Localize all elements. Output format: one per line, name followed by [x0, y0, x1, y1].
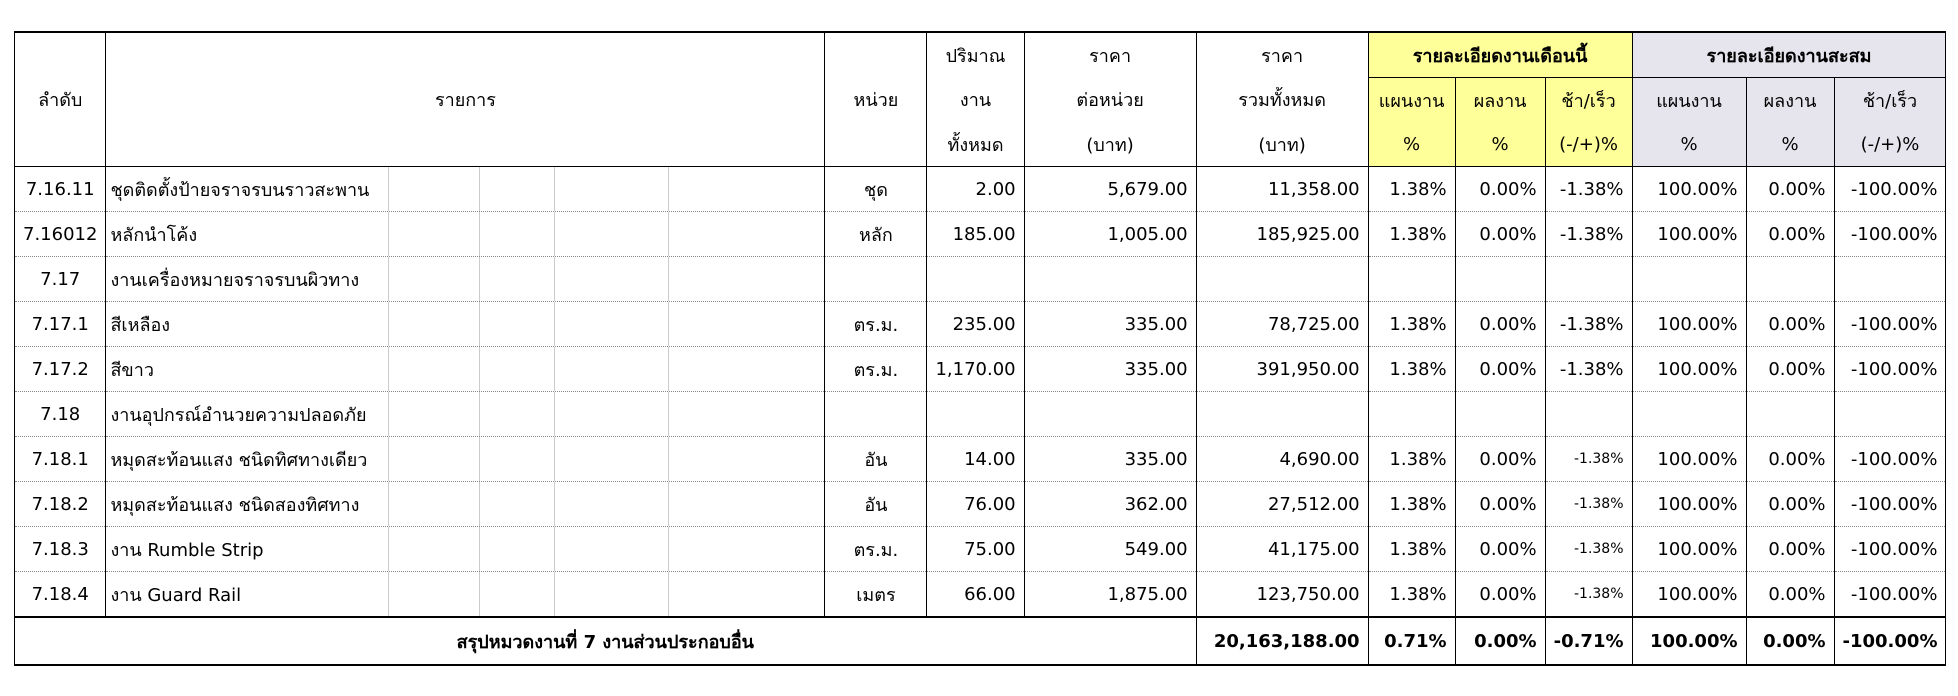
row-unit: เมตร [825, 572, 927, 618]
cell-gridline [554, 392, 555, 436]
header-total-price-line3: (บาท) [1196, 122, 1368, 167]
row-cum-diff: -100.00% [1834, 572, 1946, 618]
row-cum-plan: 100.00% [1632, 437, 1746, 482]
table-row [15, 347, 1946, 392]
row-total-price: 391,950.00 [1196, 347, 1368, 392]
row-unit: อัน [825, 437, 927, 482]
cell-gridline [554, 482, 555, 526]
row-total-price: 11,358.00 [1196, 167, 1368, 212]
row-month-plan: 1.38% [1368, 347, 1455, 392]
header-cum-result-unit: % [1746, 122, 1834, 167]
row-month-plan [1368, 392, 1455, 437]
cell-gridline [479, 257, 480, 301]
row-month-plan: 1.38% [1368, 167, 1455, 212]
row-cum-plan: 100.00% [1632, 302, 1746, 347]
header-month-result: ผลงาน [1455, 78, 1545, 123]
header-unit: หน่วย [825, 32, 927, 167]
row-unit: อัน [825, 482, 927, 527]
cell-gridline [668, 392, 669, 436]
row-seq: 7.18.4 [15, 572, 106, 618]
row-quantity: 66.00 [927, 572, 1024, 618]
row-cum-diff [1834, 392, 1946, 437]
table-row [15, 572, 1946, 618]
cell-gridline [668, 302, 669, 346]
row-total-price: 4,690.00 [1196, 437, 1368, 482]
row-cum-diff [1834, 257, 1946, 302]
row-unit: หลัก [825, 212, 927, 257]
row-seq: 7.17.2 [15, 347, 106, 392]
row-unit-price: 335.00 [1024, 347, 1196, 392]
row-month-result: 0.00% [1455, 572, 1545, 618]
row-description [106, 212, 825, 257]
row-quantity: 75.00 [927, 527, 1024, 572]
cell-gridline [554, 572, 555, 616]
header-cum-result: ผลงาน [1746, 78, 1834, 123]
cell-gridline [668, 527, 669, 571]
row-month-plan: 1.38% [1368, 302, 1455, 347]
row-quantity [927, 257, 1024, 302]
row-description [106, 257, 825, 302]
row-cum-plan: 100.00% [1632, 167, 1746, 212]
row-cum-result: 0.00% [1746, 212, 1834, 257]
cell-gridline [668, 437, 669, 481]
row-cum-result [1746, 257, 1834, 302]
row-cum-plan: 100.00% [1632, 527, 1746, 572]
cell-gridline [479, 167, 480, 211]
row-description [106, 482, 825, 527]
cell-gridline [668, 167, 669, 211]
summary-total: 20,163,188.00 [1196, 617, 1368, 665]
row-month-diff: -1.38% [1545, 167, 1632, 212]
row-month-diff: -1.38% [1545, 347, 1632, 392]
row-unit: ตร.ม. [825, 302, 927, 347]
header-this-month: รายละเอียดงานเดือนนี้ [1368, 32, 1632, 78]
row-month-result: 0.00% [1455, 212, 1545, 257]
table-row [15, 392, 1946, 437]
cell-gridline [388, 167, 389, 211]
header-cumulative: รายละเอียดงานสะสม [1632, 32, 1946, 78]
row-cum-result: 0.00% [1746, 302, 1834, 347]
cell-gridline [388, 347, 389, 391]
cell-gridline [388, 527, 389, 571]
row-month-diff: -1.38% [1545, 572, 1632, 618]
table-row [15, 482, 1946, 527]
cell-gridline [668, 257, 669, 301]
row-unit-price [1024, 392, 1196, 437]
header-unit-price-line1: ราคา [1024, 32, 1196, 78]
summary-cum-result: 0.00% [1746, 617, 1834, 665]
header-seq: ลำดับ [15, 32, 106, 167]
row-description [106, 347, 825, 392]
table-row [15, 212, 1946, 257]
row-cum-diff: -100.00% [1834, 167, 1946, 212]
row-cum-diff: -100.00% [1834, 302, 1946, 347]
row-total-price: 78,725.00 [1196, 302, 1368, 347]
summary-cum-diff: -100.00% [1834, 617, 1946, 665]
row-unit-price: 5,679.00 [1024, 167, 1196, 212]
header-qty-line1: ปริมาณ [927, 32, 1024, 78]
row-description-text: สีเหลือง [110, 314, 171, 336]
cell-gridline [388, 572, 389, 616]
row-total-price [1196, 257, 1368, 302]
row-seq: 7.18.1 [15, 437, 106, 482]
header-cum-diff-unit: (-/+)% [1834, 122, 1946, 167]
row-cum-plan: 100.00% [1632, 572, 1746, 618]
row-total-price [1196, 392, 1368, 437]
row-quantity: 1,170.00 [927, 347, 1024, 392]
row-total-price: 185,925.00 [1196, 212, 1368, 257]
row-seq: 7.18.3 [15, 527, 106, 572]
header-unit-price-line3: (บาท) [1024, 122, 1196, 167]
cell-gridline [388, 257, 389, 301]
work-progress-table [14, 31, 1946, 666]
cell-gridline [479, 302, 480, 346]
cell-gridline [668, 347, 669, 391]
table-row [15, 527, 1946, 572]
row-total-price: 123,750.00 [1196, 572, 1368, 618]
row-month-plan: 1.38% [1368, 482, 1455, 527]
cell-gridline [554, 347, 555, 391]
cell-gridline [479, 437, 480, 481]
cell-gridline [554, 167, 555, 211]
header-unit-price-line2: ต่อหน่วย [1024, 78, 1196, 123]
header-cum-diff: ช้า/เร็ว [1834, 78, 1946, 123]
header-qty-line3: ทั้งหมด [927, 122, 1024, 167]
row-description [106, 527, 825, 572]
row-description-text: งาน Guard Rail [110, 584, 242, 606]
row-quantity: 2.00 [927, 167, 1024, 212]
cell-gridline [479, 392, 480, 436]
row-cum-diff: -100.00% [1834, 347, 1946, 392]
row-description-text: งานเครื่องหมายจราจรบนผิวทาง [110, 269, 360, 291]
summary-month-plan: 0.71% [1368, 617, 1455, 665]
row-unit-price: 335.00 [1024, 437, 1196, 482]
row-month-plan [1368, 257, 1455, 302]
row-unit-price [1024, 257, 1196, 302]
row-month-result: 0.00% [1455, 347, 1545, 392]
header-month-result-unit: % [1455, 122, 1545, 167]
summary-cum-plan: 100.00% [1632, 617, 1746, 665]
row-month-plan: 1.38% [1368, 437, 1455, 482]
cell-gridline [668, 572, 669, 616]
row-total-price: 41,175.00 [1196, 527, 1368, 572]
row-unit: ตร.ม. [825, 347, 927, 392]
row-cum-plan: 100.00% [1632, 482, 1746, 527]
header-cum-plan-unit: % [1632, 122, 1746, 167]
cell-gridline [388, 212, 389, 256]
row-description [106, 167, 825, 212]
row-description [106, 392, 825, 437]
row-cum-result: 0.00% [1746, 347, 1834, 392]
row-month-result: 0.00% [1455, 167, 1545, 212]
header-month-diff: ช้า/เร็ว [1545, 78, 1632, 123]
row-unit-price: 549.00 [1024, 527, 1196, 572]
cell-gridline [554, 212, 555, 256]
row-cum-diff: -100.00% [1834, 212, 1946, 257]
row-month-diff: -1.38% [1545, 437, 1632, 482]
row-seq: 7.17 [15, 257, 106, 302]
row-month-result: 0.00% [1455, 302, 1545, 347]
row-quantity: 235.00 [927, 302, 1024, 347]
cell-gridline [388, 392, 389, 436]
header-month-plan-unit: % [1368, 122, 1455, 167]
row-quantity: 185.00 [927, 212, 1024, 257]
row-cum-diff: -100.00% [1834, 482, 1946, 527]
row-month-diff [1545, 257, 1632, 302]
row-description-text: ชุดติดตั้งป้ายจราจรบนราวสะพาน [110, 179, 370, 201]
row-month-result: 0.00% [1455, 527, 1545, 572]
row-month-plan: 1.38% [1368, 212, 1455, 257]
row-month-diff: -1.38% [1545, 212, 1632, 257]
row-unit-price: 1,005.00 [1024, 212, 1196, 257]
row-month-result [1455, 257, 1545, 302]
row-unit-price: 362.00 [1024, 482, 1196, 527]
row-cum-result: 0.00% [1746, 167, 1834, 212]
cell-gridline [668, 482, 669, 526]
row-description-text: หลักนำโค้ง [110, 224, 198, 246]
row-description-text: สีขาว [110, 359, 154, 381]
header-qty-line2: งาน [927, 78, 1024, 123]
table-row [15, 257, 1946, 302]
row-quantity: 76.00 [927, 482, 1024, 527]
cell-gridline [554, 527, 555, 571]
table-row [15, 167, 1946, 212]
summary-month-diff: -0.71% [1545, 617, 1632, 665]
row-cum-result: 0.00% [1746, 482, 1834, 527]
row-month-diff: -1.38% [1545, 302, 1632, 347]
row-cum-plan [1632, 392, 1746, 437]
table-row [15, 302, 1946, 347]
row-unit-price: 1,875.00 [1024, 572, 1196, 618]
row-month-result [1455, 392, 1545, 437]
row-quantity: 14.00 [927, 437, 1024, 482]
row-month-diff: -1.38% [1545, 527, 1632, 572]
row-month-result: 0.00% [1455, 482, 1545, 527]
cell-gridline [388, 482, 389, 526]
row-seq: 7.18.2 [15, 482, 106, 527]
row-description-text: งานอุปกรณ์อำนวยความปลอดภัย [110, 404, 367, 426]
row-description [106, 572, 825, 618]
header-month-diff-unit: (-/+)% [1545, 122, 1632, 167]
cell-gridline [479, 527, 480, 571]
cell-gridline [479, 347, 480, 391]
header-total-price-line1: ราคา [1196, 32, 1368, 78]
cell-gridline [554, 257, 555, 301]
row-cum-diff: -100.00% [1834, 527, 1946, 572]
row-month-plan: 1.38% [1368, 572, 1455, 618]
row-description [106, 302, 825, 347]
row-month-plan: 1.38% [1368, 527, 1455, 572]
row-cum-plan [1632, 257, 1746, 302]
row-description-text: หมุดสะท้อนแสง ชนิดทิศทางเดียว [110, 449, 368, 471]
row-seq: 7.16012 [15, 212, 106, 257]
row-unit: ชุด [825, 167, 927, 212]
header-item: รายการ [106, 32, 825, 167]
row-quantity [927, 392, 1024, 437]
cell-gridline [388, 302, 389, 346]
row-unit: ตร.ม. [825, 527, 927, 572]
row-total-price: 27,512.00 [1196, 482, 1368, 527]
row-description-text: งาน Rumble Strip [110, 539, 264, 561]
row-cum-plan: 100.00% [1632, 347, 1746, 392]
row-unit-price: 335.00 [1024, 302, 1196, 347]
row-description-text: หมุดสะท้อนแสง ชนิดสองทิศทาง [110, 494, 360, 516]
row-unit [825, 392, 927, 437]
row-seq: 7.16.11 [15, 167, 106, 212]
row-month-diff: -1.38% [1545, 482, 1632, 527]
table-row [15, 437, 1946, 482]
row-cum-diff: -100.00% [1834, 437, 1946, 482]
header-cum-plan: แผนงาน [1632, 78, 1746, 123]
row-cum-plan: 100.00% [1632, 212, 1746, 257]
row-unit [825, 257, 927, 302]
cell-gridline [668, 212, 669, 256]
row-cum-result: 0.00% [1746, 437, 1834, 482]
summary-month-result: 0.00% [1455, 617, 1545, 665]
row-cum-result: 0.00% [1746, 572, 1834, 618]
cell-gridline [554, 302, 555, 346]
cell-gridline [479, 572, 480, 616]
cell-gridline [479, 212, 480, 256]
row-seq: 7.17.1 [15, 302, 106, 347]
cell-gridline [388, 437, 389, 481]
cell-gridline [554, 437, 555, 481]
header-month-plan: แผนงาน [1368, 78, 1455, 123]
row-cum-result [1746, 392, 1834, 437]
cell-gridline [479, 482, 480, 526]
header-total-price-line2: รวมทั้งหมด [1196, 78, 1368, 123]
row-month-result: 0.00% [1455, 437, 1545, 482]
row-month-diff [1545, 392, 1632, 437]
row-description [106, 437, 825, 482]
row-seq: 7.18 [15, 392, 106, 437]
summary-label: สรุปหมวดงานที่ 7 งานส่วนประกอบอื่น [15, 617, 1197, 665]
row-cum-result: 0.00% [1746, 527, 1834, 572]
